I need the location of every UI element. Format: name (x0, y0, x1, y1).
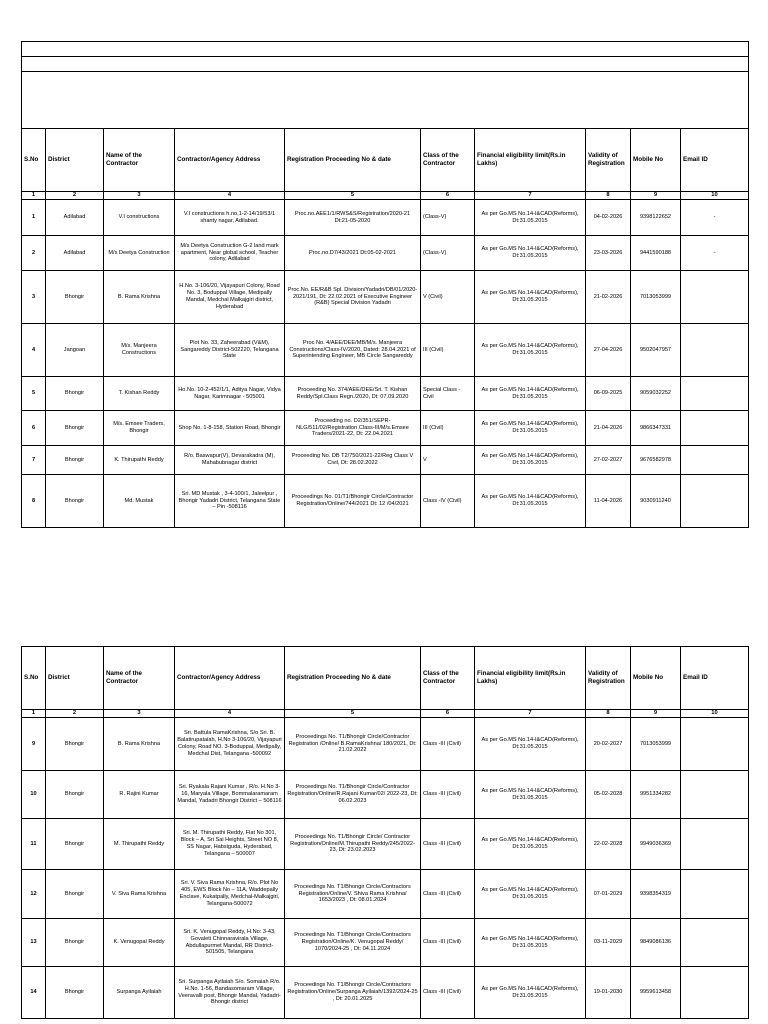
row-district: Bhongir (46, 870, 104, 919)
row-email (681, 967, 749, 1019)
col-number: 6 (421, 710, 475, 718)
row-validity: 20-02-2027 (586, 718, 631, 771)
col-number: 8 (586, 710, 631, 718)
col-header-mobile: Mobile No (631, 129, 681, 192)
col-number: 9 (631, 710, 681, 718)
row-mobile: 9866347331 (631, 411, 681, 446)
col-header-district: District (46, 647, 104, 710)
blank-row (22, 42, 749, 57)
row-mobile: 9949036369 (631, 819, 681, 870)
row-mobile: 9398354319 (631, 870, 681, 919)
col-number: 2 (46, 192, 104, 200)
row-email (681, 271, 749, 324)
row-mobile: 9849086136 (631, 919, 681, 967)
header-row (22, 647, 749, 710)
row-address: Plot No. 33, Zaheerabad (V&M), Sangareddy District-502220, Telangana State (175, 324, 285, 377)
row-contractor-name: Md. Mustak (104, 475, 175, 528)
row-district: Bhongir (46, 771, 104, 819)
col-header-name: Name of the Contractor (104, 129, 175, 192)
col-header-mobile: Mobile No (631, 647, 681, 710)
row-address: Sri. MD Mustak , 3-4-100/1, Jaleelpur , Bhongir Yadadri District, Telangana State – Pin -508116 (175, 475, 285, 528)
col-number: 4 (175, 192, 285, 200)
row-district: Adilabad (46, 200, 104, 236)
row-email (681, 411, 749, 446)
row-mobile: 9059032252 (631, 377, 681, 411)
row-district: Bhongir (46, 718, 104, 771)
row-proceeding: Proceedings No. T1/Bhongir Circle/Contractors Registration/Online/Surpanga Ayilaiah/1392/2024-25 , Dt: 20.01.2025 (285, 967, 421, 1019)
row-mobile: 9959613458 (631, 967, 681, 1019)
table-row (22, 475, 749, 528)
row-email (681, 324, 749, 377)
row-proceeding: Proc.No. EE/R&B Spl. Division/Yadadri/DB/01/2020-2021/191, Dt: 22.02.2021 of Executive Engineer (R&B) Special Division Yadadri (285, 271, 421, 324)
row-class: V (421, 446, 475, 475)
col-header-class: Class of the Contractor (421, 647, 475, 710)
col-number: 1 (22, 710, 46, 718)
row-financial-limit: As per Go.MS No.14-I&CAD(Reforms), Dt:31.05.2015 (475, 411, 586, 446)
row-contractor-name: M/s Deetya Construction (104, 236, 175, 271)
row-district: Bhongir (46, 967, 104, 1019)
row-email (681, 870, 749, 919)
row-validity: 22-02-2028 (586, 819, 631, 870)
row-contractor-name: B. Rama Krishna (104, 271, 175, 324)
table-row (22, 870, 749, 919)
col-number: 5 (285, 192, 421, 200)
row-address: Sri. Ryakala Rajani Kumar , R/o. H.No 3-16, Maryala Village, Bommalaramaram Mandal, Yadadri Bhongir District – 508116 (175, 771, 285, 819)
row-class: Special Class - Civil (421, 377, 475, 411)
row-address: Sri. Surpanga Ayilaiah S/o. Somaiah R/o. H.No. 1-56, Bandasomaram Village, Veeravalli post, Bhongir Mandal, Yadadri-Bhongir district (175, 967, 285, 1019)
row-email (681, 819, 749, 870)
row-proceeding: Proceedings No. 01/T1/Bhongir Circle/Contractor Registration/Online/744/2021 Dt: 12 /04/2021 (285, 475, 421, 528)
col-number: 7 (475, 192, 586, 200)
row-validity: 05-02-2028 (586, 771, 631, 819)
row-proceeding: Proceedings No. T1/Bhongir Circle/ Contractor Registration/Online/M.Thirupathi Reddy/245/2022-23, Dt: 23.02.2023 (285, 819, 421, 870)
row-class: Class -III (Civil) (421, 819, 475, 870)
row-contractor-name: R. Rajini Kumar (104, 771, 175, 819)
col-number: 5 (285, 710, 421, 718)
col-header-email: Email ID (681, 647, 749, 710)
row-class: Class -III (Civil) (421, 919, 475, 967)
row-financial-limit: As per Go.MS No.14-I&CAD(Reforms), Dt:31.05.2015 (475, 919, 586, 967)
row-address: M/s Deetya Construction G-2 land mark apartment, Near global school, Teacher colony, Adilabad (175, 236, 285, 271)
row-proceeding: Proc.no.D7/43/2021 Dt:05-02-2021 (285, 236, 421, 271)
table-row (22, 718, 749, 771)
row-contractor-name: V. Siva Rama Krishna (104, 870, 175, 919)
row-class: Class -IV (Civil) (421, 475, 475, 528)
row-email (681, 919, 749, 967)
table-row (22, 446, 749, 475)
blank-row (22, 57, 749, 72)
column-number-row (22, 710, 749, 718)
row-email: - (681, 236, 749, 271)
table-row (22, 771, 749, 819)
row-sno: 11 (22, 819, 46, 870)
table-row (22, 200, 749, 236)
row-mobile: 9030911240 (631, 475, 681, 528)
row-sno: 1 (22, 200, 46, 236)
row-proceeding: Proceedings No. T1/Bhongir Circle/Contractor Registration /Online/ B.RamaKrishna/ 180/2021, Dt: 21.02.2022 (285, 718, 421, 771)
header-row (22, 129, 749, 192)
row-financial-limit: As per Go.MS No.14-I&CAD(Reforms), Dt:31.05.2015 (475, 271, 586, 324)
row-contractor-name: K. Venugopal Reddy (104, 919, 175, 967)
col-number: 1 (22, 192, 46, 200)
table-row (22, 919, 749, 967)
row-mobile: 9676582978 (631, 446, 681, 475)
col-header-email: Email ID (681, 129, 749, 192)
col-header-class: Class of the Contractor (421, 129, 475, 192)
row-contractor-name: M/s. Emsee Traders, Bhongir (104, 411, 175, 446)
row-sno: 7 (22, 446, 46, 475)
col-number: 6 (421, 192, 475, 200)
row-class: (Class-V) (421, 236, 475, 271)
row-financial-limit: As per Go.MS No.14-I&CAD(Reforms), Dt:31.05.2015 (475, 718, 586, 771)
row-contractor-name: M/s. Manjeera Constructions (104, 324, 175, 377)
row-contractor-name: M. Thirupathi Reddy (104, 819, 175, 870)
row-district: Bhongir (46, 377, 104, 411)
row-class: V (Civil) (421, 271, 475, 324)
row-sno: 8 (22, 475, 46, 528)
row-email (681, 718, 749, 771)
row-financial-limit: As per Go.MS No.14-I&CAD(Reforms), Dt:31.05.2015 (475, 967, 586, 1019)
row-proceeding: Proceedings No. T1/Bhongir Circle/Contractors Registration/Online/K. Venugopal Reddy/ 1070/2024-25 , Dt: 04.11.2024 (285, 919, 421, 967)
row-address: V.I constructions h.no,1-2-14/19/53/1 shanty nagar, Adilabad. (175, 200, 285, 236)
row-sno: 3 (22, 271, 46, 324)
col-number: 10 (681, 710, 749, 718)
row-sno: 14 (22, 967, 46, 1019)
table-row (22, 377, 749, 411)
row-class: Class -III (Civil) (421, 771, 475, 819)
row-validity: 19-01-2030 (586, 967, 631, 1019)
col-header-financial: Financial eligibility limit(Rs.in Lakhs) (475, 647, 586, 710)
row-validity: 11-04-2026 (586, 475, 631, 528)
row-address: Ho.No. 10-2-452/1/1, Aditya Nagar, Vidya Nagar, Karimnagar - 505001 (175, 377, 285, 411)
col-number: 4 (175, 710, 285, 718)
table-row (22, 271, 749, 324)
row-district: Bhongir (46, 446, 104, 475)
col-header-sno: S.No (22, 647, 46, 710)
row-contractor-name: T. Kishan Reddy (104, 377, 175, 411)
row-email (681, 475, 749, 528)
row-proceeding: Proceedings No. T1/Bhongir Circle/Contractor Registration/Online/R.Rajani Kumar/02/ 2022-23, Dt: 06.02.2023 (285, 771, 421, 819)
table-row (22, 411, 749, 446)
col-header-district: District (46, 129, 104, 192)
row-financial-limit: As per Go.MS No.14-I&CAD(Reforms), Dt:31.05.2015 (475, 475, 586, 528)
contractor-table-page-2 (21, 646, 749, 1019)
row-sno: 9 (22, 718, 46, 771)
table-body (22, 718, 749, 1019)
row-validity: 27-02-2027 (586, 446, 631, 475)
row-address: Shop No. 1-8-158, Station Road, Bhongir (175, 411, 285, 446)
blank-row (22, 72, 749, 129)
row-address: R/o. Baswapur(V), Devarakadra (M), Mahabubnagar district (175, 446, 285, 475)
row-district: Bhongir (46, 475, 104, 528)
row-email: - (681, 200, 749, 236)
row-sno: 4 (22, 324, 46, 377)
col-header-proceeding: Registration Proceeding No & date (285, 647, 421, 710)
row-email (681, 771, 749, 819)
row-financial-limit: As per Go.MS No.14-I&CAD(Reforms), Dt:31.05.2015 (475, 377, 586, 411)
col-header-proceeding: Registration Proceeding No & date (285, 129, 421, 192)
column-number-row (22, 192, 749, 200)
row-email (681, 446, 749, 475)
col-header-address: Contractor/Agency Address (175, 647, 285, 710)
row-validity: 23-03-2026 (586, 236, 631, 271)
col-header-sno: S.No (22, 129, 46, 192)
row-class: Class -III (Civil) (421, 718, 475, 771)
row-district: Jangoan (46, 324, 104, 377)
row-email (681, 377, 749, 411)
row-class: III (Civil) (421, 411, 475, 446)
row-sno: 6 (22, 411, 46, 446)
row-financial-limit: As per Go.MS No.14-I&CAD(Reforms), Dt:31.05.2015 (475, 236, 586, 271)
row-sno: 10 (22, 771, 46, 819)
row-address: Sri. Battula RamaKrishna, S/o Sri. B. Balatirupataiah, H.No 3-106/20, Vijayapuri Colony, Road NO. 3-Boduppal, Medipally, Medchal Dist, Telangana -500092 (175, 718, 285, 771)
col-number: 2 (46, 710, 104, 718)
row-district: Bhongir (46, 919, 104, 967)
row-contractor-name: Surpanga Ayilaiah (104, 967, 175, 1019)
row-sno: 2 (22, 236, 46, 271)
row-financial-limit: As per Go.MS No.14-I&CAD(Reforms), Dt:31.05.2015 (475, 324, 586, 377)
row-financial-limit: As per Go.MS No.14-I&CAD(Reforms), Dt:31.05.2015 (475, 446, 586, 475)
row-district: Bhongir (46, 411, 104, 446)
row-validity: 06-09-2025 (586, 377, 631, 411)
table-body (22, 200, 749, 528)
contractor-table-page-1 (21, 41, 749, 528)
row-proceeding: Proceeding No. DB T2/750/2021-22/Reg Class V Civil, Dt: 28.02.2022 (285, 446, 421, 475)
row-contractor-name: K. Thirupathi Reddy (104, 446, 175, 475)
table-row (22, 967, 749, 1019)
row-class: III (Civil) (421, 324, 475, 377)
row-class: (Class-V) (421, 200, 475, 236)
row-proceeding: Proc No. 4/AEE/DEE/MB/M/s. Manjeera Constructions/Class-IV/2020, Dated: 28.04.2021 of Superintending Engineer, MB Circle Sangareddy (285, 324, 421, 377)
row-financial-limit: As per Go.MS No.14-I&CAD(Reforms), Dt:31.05.2015 (475, 771, 586, 819)
row-class: Class -III (Civil) (421, 870, 475, 919)
row-contractor-name: V.I constructions (104, 200, 175, 236)
row-address: Sri. K. Venugopal Reddy, H.No: 3-43, Govaleti Chinnaravirala Village, Abdullapurmet Mandal, RR District-501505, Telangana (175, 919, 285, 967)
table-row (22, 324, 749, 377)
col-number: 8 (586, 192, 631, 200)
row-financial-limit: As per Go.MS No.14-I&CAD(Reforms), Dt:31.05.2015 (475, 200, 586, 236)
row-district: Adilabad (46, 236, 104, 271)
col-header-address: Contractor/Agency Address (175, 129, 285, 192)
row-validity: 07-01-2029 (586, 870, 631, 919)
row-proceeding: Proceedings No. T1/Bhongir Circle/Contractors Registration/Online/V. Shiva Rama Krishna/ 1653/2023 , Dt: 08.01.2024 (285, 870, 421, 919)
col-number: 3 (104, 192, 175, 200)
row-mobile: 9951334282 (631, 771, 681, 819)
col-header-name: Name of the Contractor (104, 647, 175, 710)
row-proceeding: Proceeding no. D2/351/SEPR-NLG/511/02/Registration Class-III/M/s.Emsee Traders/2021-22, Dt: 22.04.2021 (285, 411, 421, 446)
row-validity: 03-11-2029 (586, 919, 631, 967)
row-sno: 13 (22, 919, 46, 967)
row-district: Bhongir (46, 819, 104, 870)
row-validity: 21-02-2026 (586, 271, 631, 324)
col-number: 10 (681, 192, 749, 200)
row-mobile: 9398122652 (631, 200, 681, 236)
col-number: 3 (104, 710, 175, 718)
col-number: 9 (631, 192, 681, 200)
row-sno: 12 (22, 870, 46, 919)
row-mobile: 9502047957 (631, 324, 681, 377)
row-mobile: 7013053999 (631, 718, 681, 771)
row-address: Sri. M. Thirupathi Reddy, Flat No 301, Block – A, Sri Sai Heights, Street NO 8, SS Nagar, Habsiguda, Hyderabad, Telangana – 500007 (175, 819, 285, 870)
row-sno: 5 (22, 377, 46, 411)
row-address: H.No. 3-106/20, Vijayapuri Colony, Road No. 3, Boduppal Village, Medipally Mandal, Medchal Malkajgiri district, Hyderabad (175, 271, 285, 324)
row-address: Sri. V. Siva Rama Krishna, R/o. Plot No 405, EWS Block No – 11A, Waddepally Enclave, Kukatpally, Medchal-Malkajgiri, Telangana-500072 (175, 870, 285, 919)
row-proceeding: Proceeding No. 374/AEE/DEE/Sri. T. Kishan Reddy/Spl.Class Regn./2020, Dt: 07.09.2020 (285, 377, 421, 411)
row-validity: 27-04-2026 (586, 324, 631, 377)
row-proceeding: Proc.no.AEE1/1/RWS&S/Registration/2020-21 Dt:21-05-2020 (285, 200, 421, 236)
col-header-validity: Validity of Registration (586, 129, 631, 192)
row-mobile: 7013053999 (631, 271, 681, 324)
row-contractor-name: B. Rama Krishna (104, 718, 175, 771)
col-header-validity: Validity of Registration (586, 647, 631, 710)
row-district: Bhongir (46, 271, 104, 324)
row-class: Class -III (Civil) (421, 967, 475, 1019)
row-validity: 04-02-2026 (586, 200, 631, 236)
col-number: 7 (475, 710, 586, 718)
row-financial-limit: As per Go.MS No.14-I&CAD(Reforms), Dt:31.05.2015 (475, 819, 586, 870)
table-row (22, 236, 749, 271)
col-header-financial: Financial eligibility limit(Rs.in Lakhs) (475, 129, 586, 192)
row-financial-limit: As per Go.MS No.14-I&CAD(Reforms), Dt:31.05.2015 (475, 870, 586, 919)
table-row (22, 819, 749, 870)
row-validity: 21-04-2026 (586, 411, 631, 446)
row-mobile: 9441590188 (631, 236, 681, 271)
